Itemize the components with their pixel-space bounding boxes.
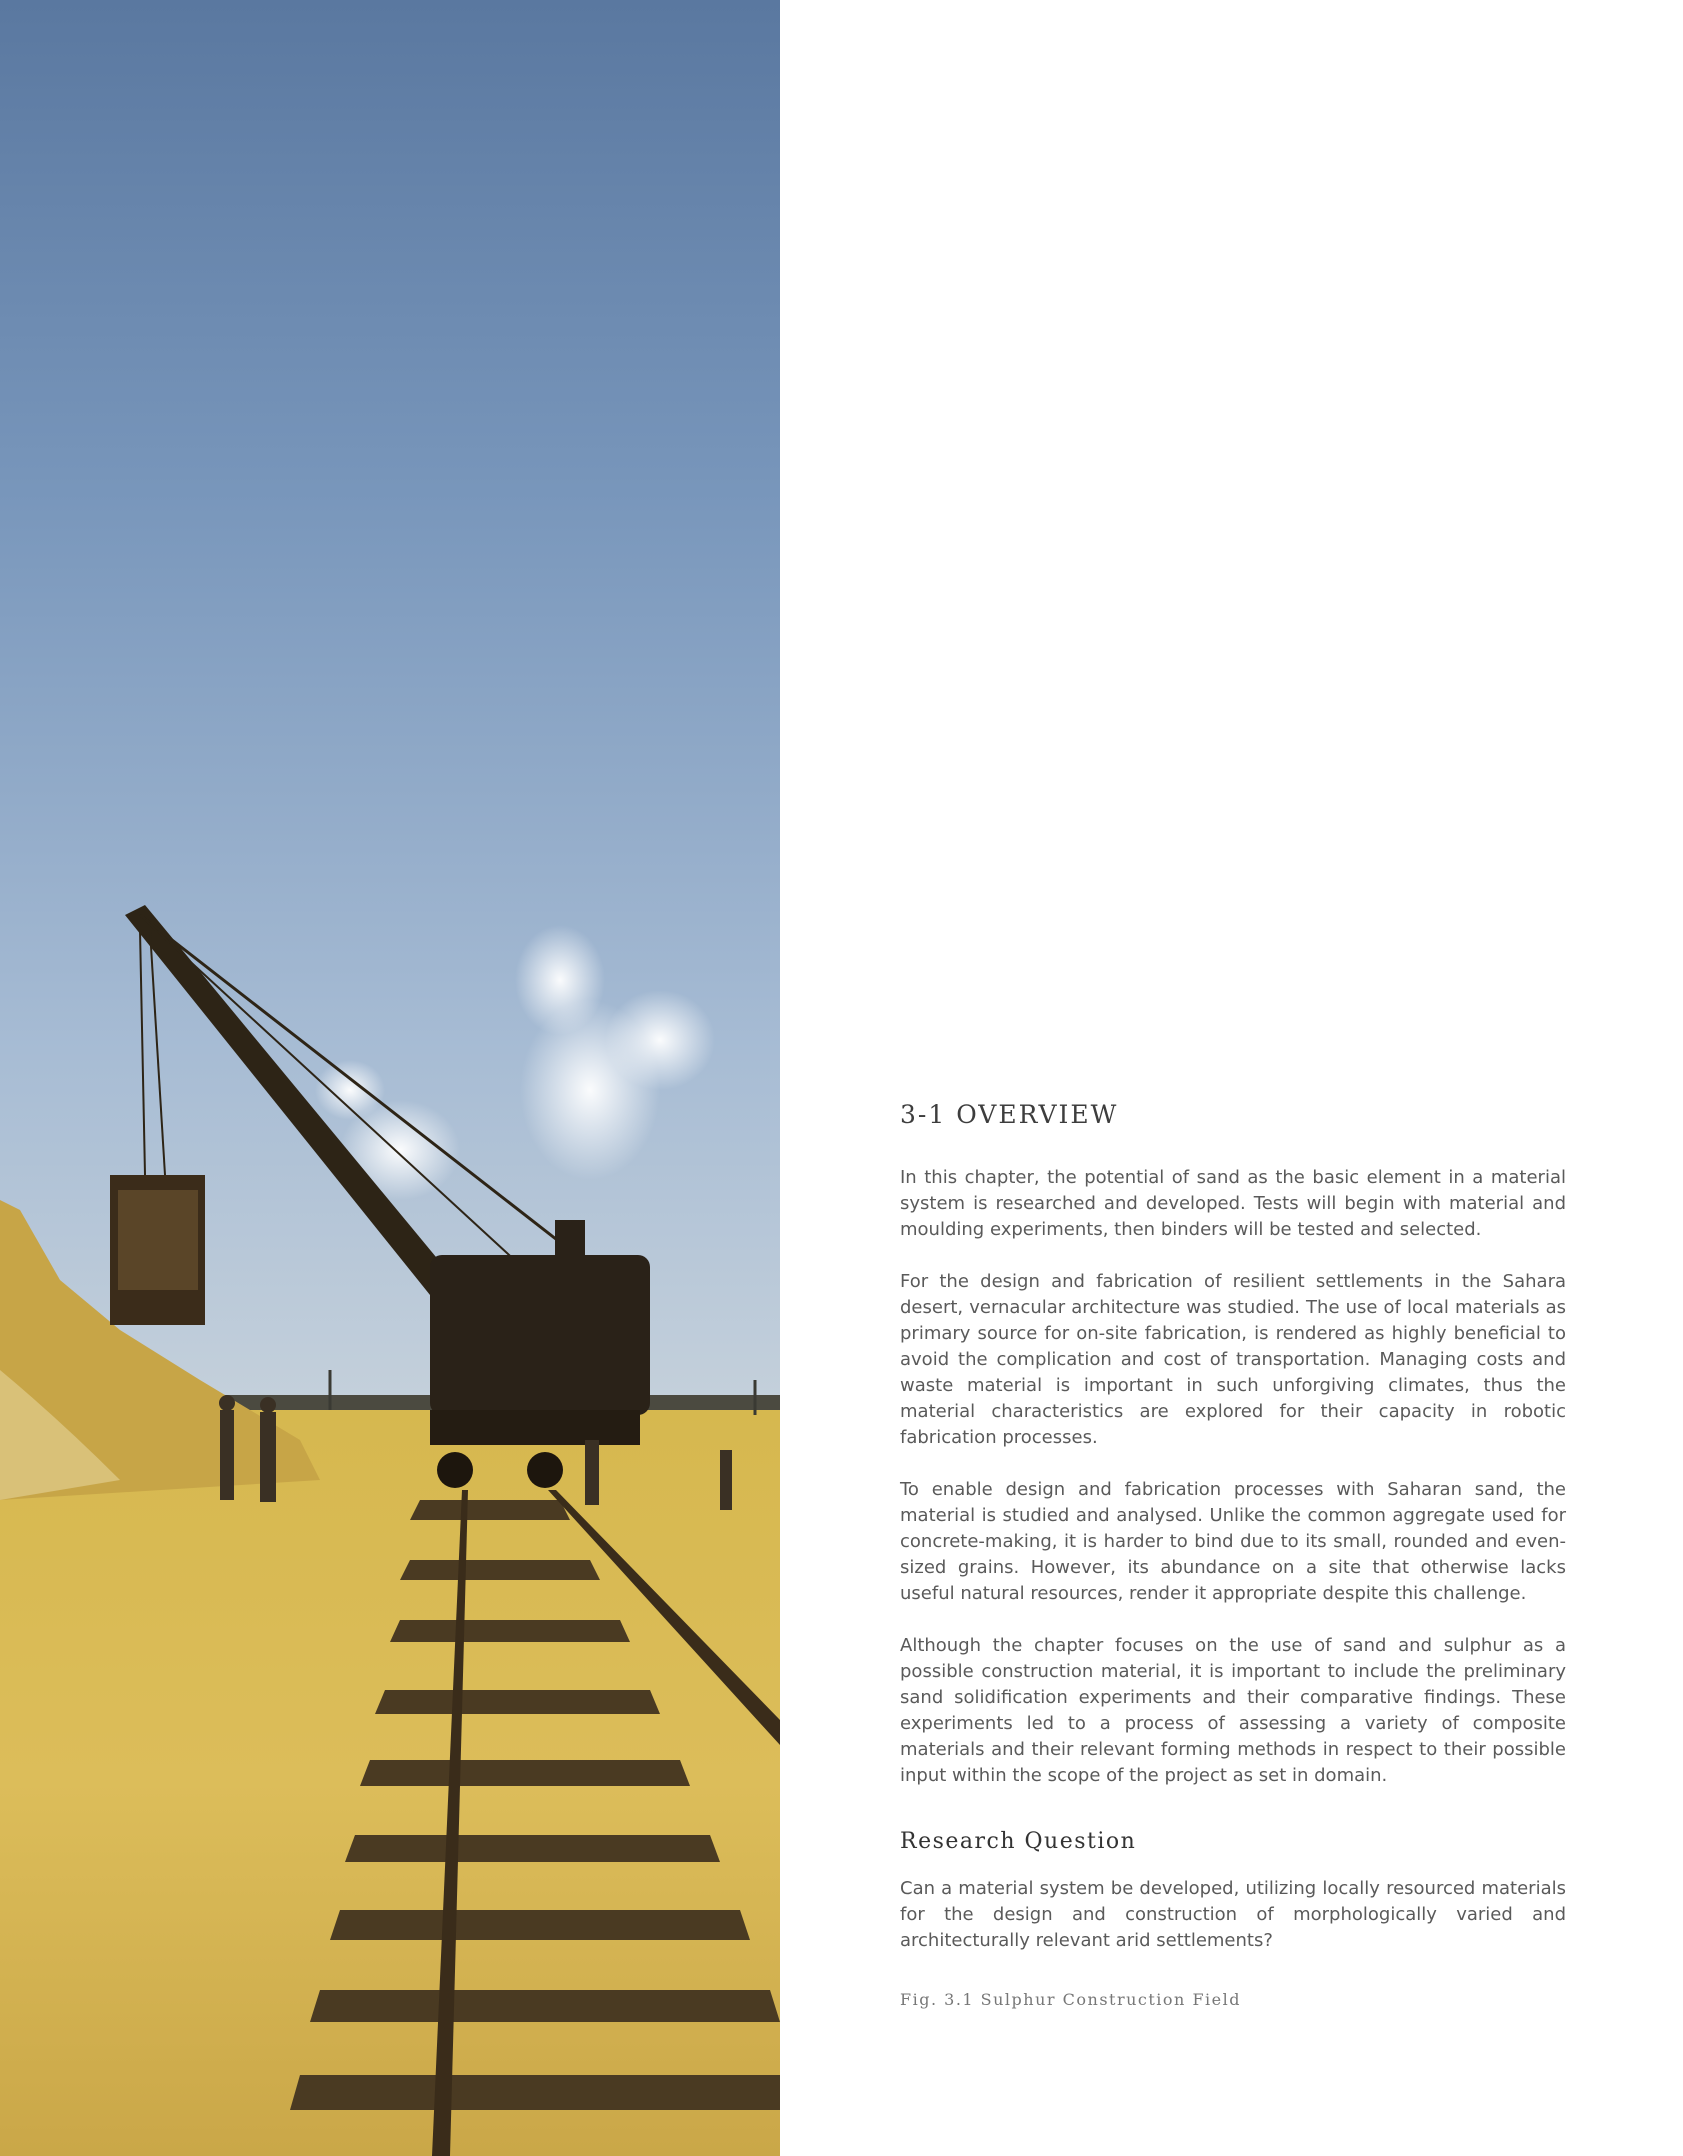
paragraph-sulphur: Although the chapter focuses on the use of sand and sulphur as a possible construction material, it is important to include the preliminary sand solidification experiments and their comparative findings. These experiments led to a process of assessing a variety of composite materials and their relevant forming methods in respect to their possible input within the scope of the project as set in domain. bbox=[900, 1635, 1566, 1786]
section-title: 3-1 OVERVIEW bbox=[900, 1100, 1119, 1129]
research-question-text: Can a material system be developed, utilizing locally resourced materials for the design and construction of morphologically varied and architecturally relevant arid settlements? bbox=[900, 1878, 1566, 1951]
sulphur-construction-photo bbox=[0, 0, 780, 2156]
paragraph-saharan-sand: To enable design and fabrication processes with Saharan sand, the material is studied and analysed. Unlike the common aggregate used for concrete-making, it is harder to bind due to its small, rounded and even-sized grains. However, its abundance on a site that otherwise lacks useful natural resources, render it appropriate despite this challenge. bbox=[900, 1479, 1566, 1604]
figure-caption: Fig. 3.1 Sulphur Construction Field bbox=[900, 1990, 1241, 2009]
paragraph-vernacular: For the design and fabrication of resilient settlements in the Sahara desert, vernacular architecture was studied. The use of local materials as primary source for on-site fabrication, is rendered as highly beneficial to avoid the complication and cost of transportation. Managing costs and waste material is important in such unforgiving climates, thus the material characteristics are explored for their capacity in robotic fabrication processes. bbox=[900, 1271, 1566, 1448]
research-question-heading: Research Question bbox=[900, 1829, 1137, 1854]
paragraph-intro: In this chapter, the potential of sand as the basic element in a material system is researched and developed. Tests will begin with material and moulding experiments, then binders will be tested and selected. bbox=[900, 1167, 1566, 1240]
text-column bbox=[900, 1100, 1566, 2009]
